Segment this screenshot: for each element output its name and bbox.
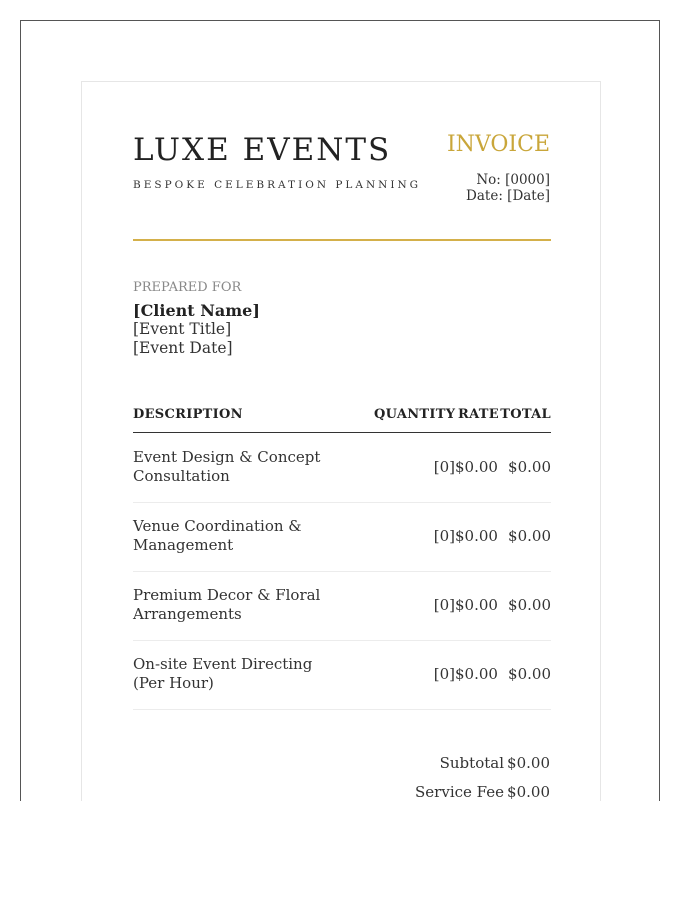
subtotal-label: Subtotal: [439, 754, 504, 772]
table-row: [133, 434, 551, 503]
header-description: DESCRIPTION: [133, 407, 243, 422]
row-total: $0.00: [508, 665, 551, 683]
brand-name: LUXE EVENTS: [133, 132, 392, 168]
row-quantity: [0]: [433, 665, 455, 683]
table-row: [133, 572, 551, 641]
row-rate: $0.00: [455, 527, 498, 545]
service-fee-label: Service Fee: [415, 783, 504, 801]
invoice-label: INVOICE: [446, 132, 550, 157]
table-row: [133, 641, 551, 710]
subtotal-value: $0.00: [507, 754, 550, 772]
client-name: [Client Name]: [133, 301, 260, 320]
event-date: [Event Date]: [133, 339, 233, 357]
row-quantity: [0]: [433, 596, 455, 614]
row-quantity: [0]: [433, 527, 455, 545]
header-quantity: QUANTITY: [374, 407, 456, 422]
totals-block: [415, 754, 550, 801]
row-quantity: [0]: [433, 458, 455, 476]
row-rate: $0.00: [455, 665, 498, 683]
row-description: On-site Event Directing (Per Hour): [133, 655, 313, 692]
prepared-for-heading: PREPARED FOR: [133, 280, 242, 295]
row-total: $0.00: [508, 458, 551, 476]
header-total: TOTAL: [500, 407, 551, 422]
event-title: [Event Title]: [133, 320, 232, 338]
row-rate: $0.00: [455, 596, 498, 614]
client-block: [133, 301, 260, 358]
invoice-number: No: [0000]: [476, 172, 550, 188]
header-rate: RATE: [458, 407, 499, 422]
row-description: Venue Coordination & Management: [133, 517, 302, 554]
row-description: Event Design & Concept Consultation: [133, 448, 321, 485]
subtotal-line: [420, 754, 550, 783]
row-description: Premium Decor & Floral Arrangements: [133, 586, 321, 623]
service-fee-value: $0.00: [507, 783, 550, 801]
invoice-date: Date: [Date]: [466, 188, 550, 204]
table-header: [133, 407, 551, 433]
service-fee-line: [415, 783, 550, 801]
row-total: $0.00: [508, 596, 551, 614]
row-total: $0.00: [508, 527, 551, 545]
line-items: [133, 434, 551, 710]
row-rate: $0.00: [455, 458, 498, 476]
brand-tagline: BESPOKE CELEBRATION PLANNING: [133, 179, 422, 191]
invoice-sheet: [81, 81, 601, 801]
invoice-meta: [466, 172, 550, 204]
table-row: [133, 503, 551, 572]
header-divider: [133, 239, 551, 241]
